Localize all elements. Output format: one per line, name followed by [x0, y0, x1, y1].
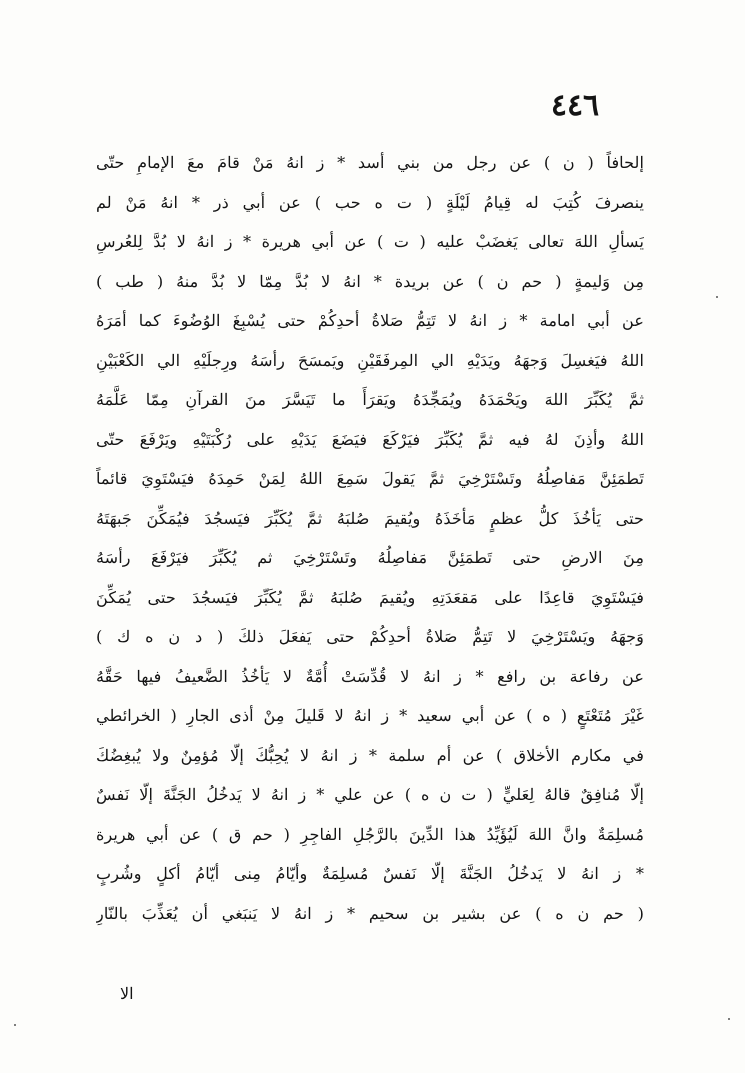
text-line-8: اللهُ وأذِنَ لهُ فيه ثمَّ يُكَبِّرَ فيَرْكَعَ فيَضَعَ يَدَيْهِ على رُكْبَتَيْهِ ويَرْفَعَ حتّى	[96, 429, 644, 449]
catchword: الا	[120, 984, 134, 1003]
text-line-3: يَسألِ اللهَ تعالى يَغضَبْ عليه ( ت ) عن أبي هريرة * ز انهُ لا بُدَّ لِلعُرسِ	[96, 232, 644, 251]
text-line-6: اللهُ فيَغسِلَ وَجهَهُ ويَدَيْهِ الي المِرفَقَيْنِ ويَمسَحَ رأسَهُ ورِجلَيْهِ الي الكَعْبَيْنِ	[96, 350, 644, 370]
text-line-20: ( حم ن ه ) عن بشير بن سحيم * ز انهُ لا يَنبَغي أن يُعَذِّبَ بالنّارِ	[96, 903, 644, 923]
paper-speck	[728, 1018, 730, 1020]
body-text	[96, 143, 644, 933]
text-line-7: ثمَّ يُكَبِّرَ اللهَ ويَحْمَدَهُ ويُمَجِّدَهُ ويَقرَأَ ما تَيَسَّرَ منَ القرآنِ مِمّا عَلَّمَهُ	[96, 390, 644, 409]
text-line-10: حتى يَأخُذَ كلُّ عظمٍ مَأخَذَهُ ويُقيمَ صُلبَهُ ثمَّ يُكَبِّرَ فيَسجُدَ فيُمَكِّنَ جَبهَتَهُ	[96, 508, 644, 528]
text-line-13: وَجهَهُ ويَسْتَرْخِيَ لا تَتِمُّ صَلاةُ أحدِكُمْ حتى يَفعَلَ ذلكَ ( د ن ه ك )	[96, 627, 644, 646]
paper-speck	[14, 1024, 16, 1026]
text-line-17: إلّا مُنافِقٌ قالهُ لِعَليٍّ ( ت ن ه ) عن علي * ز انهُ لا يَدخُلُ الجَنَّةَ إلّا نَفسٌ	[96, 785, 644, 804]
text-line-16: في مكارم الأخلاق ) عن أم سلمة * ز انهُ لا يُحِبُّكَ إلّا مُؤمِنٌ ولا يُبغِضُكَ	[96, 745, 644, 765]
text-line-15: غَيْرَ مُتَعْتَعٍ ( ه ) عن أبي سعيد * ز انهُ لا قَليلَ مِنْ أذى الجارِ ( الخرائطي	[96, 706, 644, 725]
text-line-2: ينصرفَ كُتِبَ له قِيامُ لَيْلَةٍ ( ت ه حب ) عن أبي ذر * انهُ مَنْ لم	[96, 192, 644, 212]
text-line-1: إلحافاً ( ن ) عن رجل من بني أسد * ز انهُ مَنْ قامَ معَ الإمامِ حتّى	[96, 153, 644, 172]
text-line-9: تَطمَئِنَّ مَفاصِلُهُ وتَسْتَرْخِيَ ثمَّ يَقولَ سَمِعَ اللهُ لِمَنْ حَمِدَهُ فيَسْتَوِيَ قائماً	[96, 469, 644, 488]
text-line-5: عن أبي امامة * ز انهُ لا تَتِمُّ صَلاةُ أحدِكُمْ حتى يُسْبِغَ الوُضُوءَ كما أمَرَهُ	[96, 311, 644, 330]
page-number: ٤٤٦	[550, 88, 600, 123]
text-line-18: مُسلِمَةٌ وانَّ اللهَ لَيُؤَيِّدُ هذا الدِّينَ بالرَّجُلِ الفاجِرِ ( حم ق ) عن أبي هريرة	[96, 824, 644, 844]
paper-speck	[716, 296, 718, 298]
text-line-14: عن رفاعة بن رافع * ز انهُ لا قُدِّسَتْ أُمَّةٌ لا يَأخُذُ الضَّعيفُ فيها حَقَّهُ	[96, 666, 644, 686]
text-line-4: مِن وَليمةٍ ( حم ن ) عن بريدة * انهُ لا بُدَّ مِمّا لا بُدَّ منهُ ( طب )	[96, 271, 644, 291]
text-line-11: مِنَ الارضِ حتى تَطمَئِنَّ مَفاصِلُهُ وتَسْتَرْخِيَ ثم يُكَبِّرَ فيَرْفَعَ رأسَهُ	[96, 548, 644, 567]
text-line-12: فيَسْتَوِيَ قاعِدًا على مَقعَدَتِهِ ويُقيمَ صُلبَهُ ثمَّ يُكَبِّرَ فيَسجُدَ حتى يُمَكِّنَ	[96, 587, 644, 607]
text-line-19: * ز انهُ لا يَدخُلُ الجَنَّةَ إلّا نَفسٌ مُسلِمَةٌ وأيّامُ مِنى أيّامُ أكلٍ وشُربٍ	[96, 864, 644, 883]
